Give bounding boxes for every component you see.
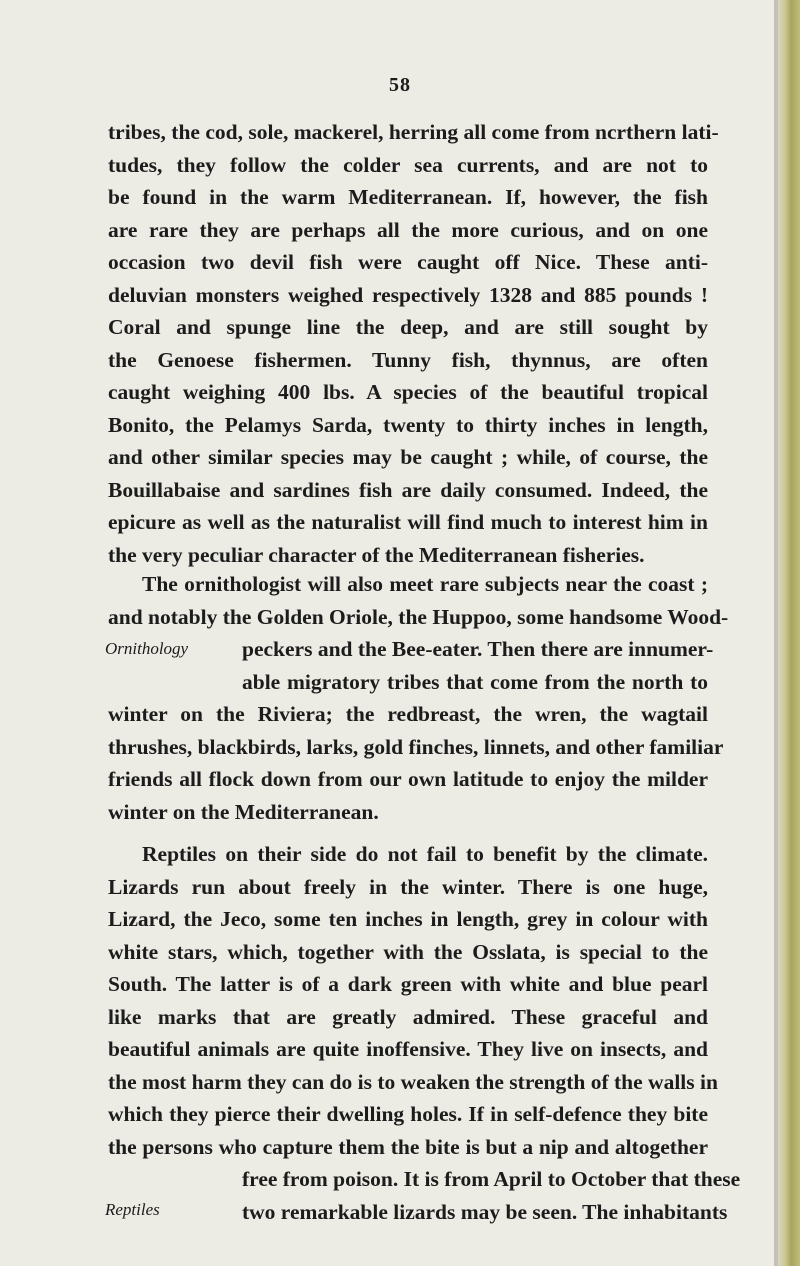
text-line: Coral and spunge line the deep, and are still sought by	[108, 315, 708, 339]
text-line: are rare they are perhaps all the more curious, and on one	[108, 217, 708, 242]
text-line: peckers and the Bee-eater. Then there are innumer-	[242, 637, 714, 661]
paragraph-fisheries	[108, 116, 719, 571]
text-line: be found in the warm Mediterranean. If, however, the fish	[108, 185, 708, 209]
text-line: two remarkable lizards may be seen. The inhabitants	[242, 1199, 728, 1224]
text-line: able migratory tribes that come from the north to	[242, 669, 708, 694]
text-line: white stars, which, together with the Osslata, is special to the	[108, 939, 708, 964]
text-line: caught weighing 400 lbs. A species of the beautiful tropical	[108, 380, 708, 404]
text-line: occasion two devil fish were caught off Nice. These anti-	[108, 250, 708, 274]
text-line: which they pierce their dwelling holes. If in self-defence they bite	[108, 1102, 708, 1126]
text-line: free from poison. It is from April to October that these	[242, 1167, 741, 1191]
text-line: Bonito, the Pelamys Sarda, twenty to thirty inches in length,	[108, 412, 708, 437]
text-line: Lizards run about freely in the winter. There is one huge,	[108, 874, 708, 899]
text-line: winter on the Riviera; the redbreast, the wren, the wagtail	[108, 702, 708, 726]
text-line: South. The latter is of a dark green with white and blue pearl	[108, 972, 708, 996]
text-line: like marks that are greatly admired. These graceful and	[108, 1004, 708, 1029]
text-line: epicure as well as the naturalist will find much to interest him in	[108, 510, 708, 534]
text-line: tudes, they follow the colder sea currents, and are not to	[108, 152, 708, 177]
margin-note-ornithology: Ornithology	[105, 639, 189, 658]
text-line: the Genoese fishermen. Tunny fish, thynnus, are often	[108, 347, 708, 372]
text-line: deluvian monsters weighed respectively 1328 and 885 pounds !	[108, 282, 708, 307]
book-page-edge	[778, 0, 800, 1266]
text-line: and other similar species may be caught ; while, of course, the	[108, 445, 708, 469]
paragraph-ornithology	[108, 568, 729, 828]
paragraph-reptiles	[108, 838, 741, 1228]
text-line: the persons who capture them the bite is but a nip and altogether	[108, 1134, 708, 1159]
text-line: beautiful animals are quite inoffensive. They live on insects, and	[108, 1037, 708, 1061]
margin-note-reptiles: Reptiles	[105, 1200, 160, 1219]
text-line: tribes, the cod, sole, mackerel, herring all come from ncrthern lati-	[108, 120, 719, 144]
text-line: and notably the Golden Oriole, the Huppoo, some handsome Wood-	[108, 604, 729, 629]
text-line: the most harm they can do is to weaken the strength of the walls in	[108, 1069, 718, 1094]
text-line: winter on the Mediterranean.	[108, 799, 379, 824]
text-line: Lizard, the Jeco, some ten inches in length, grey in colour with	[108, 907, 708, 931]
text-line: the very peculiar character of the Mediterranean fisheries.	[108, 542, 645, 567]
text-line: Reptiles on their side do not fail to benefit by the climate.	[142, 842, 708, 866]
text-line: friends all flock down from our own latitude to enjoy the milder	[108, 767, 708, 791]
page-number: 58	[389, 74, 411, 96]
text-line: thrushes, blackbirds, larks, gold finches, linnets, and other familiar	[108, 734, 724, 759]
text-line: The ornithologist will also meet rare subjects near the coast ;	[142, 572, 708, 596]
text-line: Bouillabaise and sardines fish are daily consumed. Indeed, the	[108, 477, 708, 502]
